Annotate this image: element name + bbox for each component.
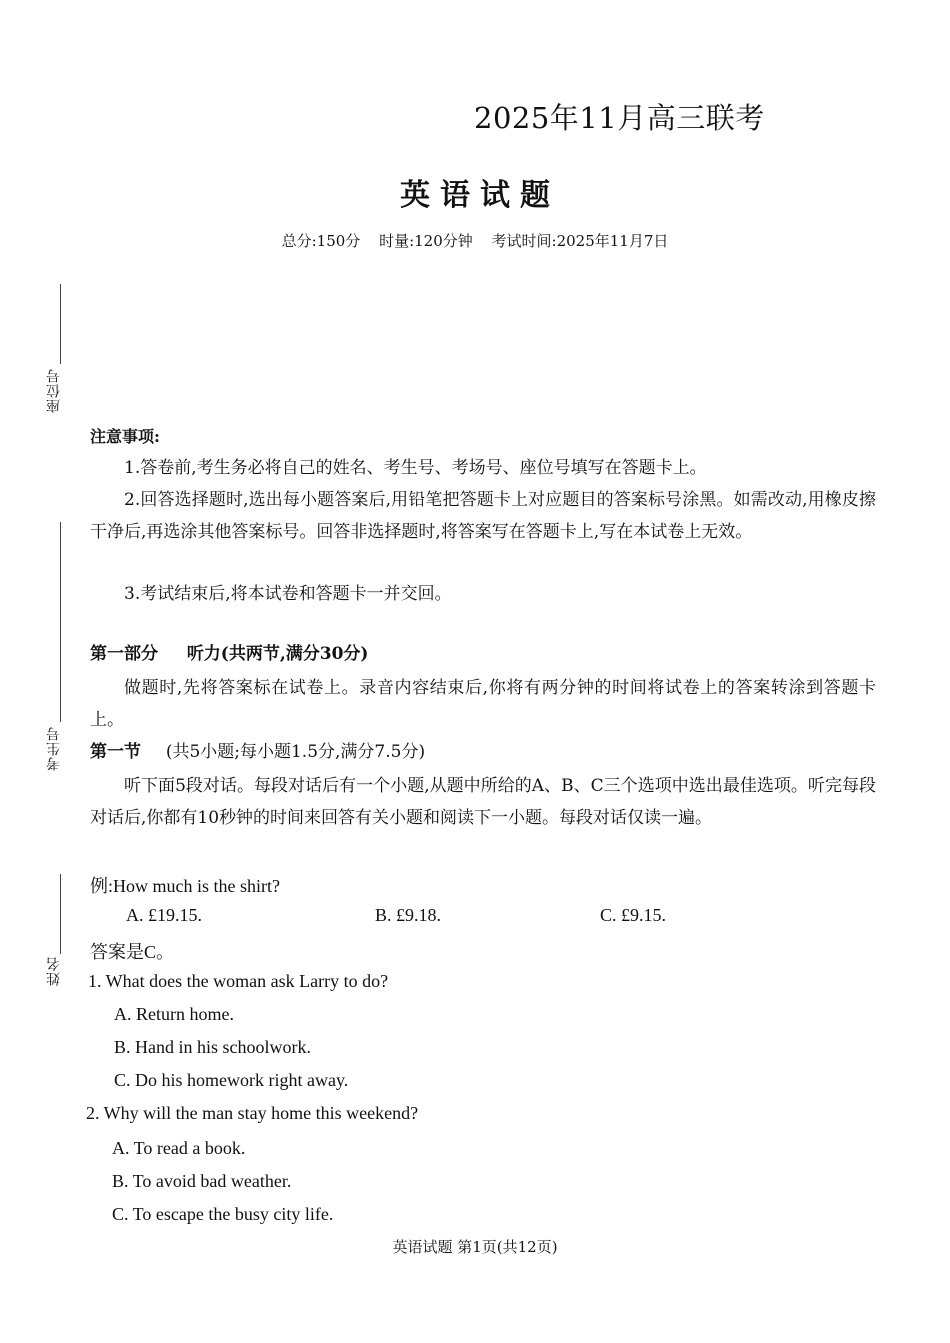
exam-title: 2025年11月高三联考 — [474, 101, 765, 135]
notice-heading: 注意事项: — [90, 427, 160, 446]
part1-title: 第一部分 — [90, 644, 158, 664]
part1-title-rest: 听力(共两节,满分30分) — [186, 644, 369, 664]
name-line — [60, 874, 61, 954]
part1-heading — [90, 638, 876, 670]
notice-item-1: 1.答卷前,考生务必将自己的姓名、考生号、考场号、座位号填写在答题卡上。 — [124, 458, 707, 478]
question-2-stem: 2. Why will the man stay home this weekend? — [86, 1103, 419, 1123]
question-1-option-b: B. Hand in his schoolwork. — [114, 1037, 311, 1057]
example-answer: 答案是C。 — [90, 942, 175, 962]
example-label: 例: — [90, 876, 114, 896]
section1-heading — [90, 736, 876, 768]
total-score: 总分:150分 — [281, 232, 361, 250]
name-label: 姓名 — [46, 956, 62, 986]
example-option-c: C. £9.15. — [600, 905, 667, 925]
question-2-option-b: B. To avoid bad weather. — [112, 1171, 292, 1191]
subject-title: 英语试题 — [400, 178, 560, 213]
question-1-option-c: C. Do his homework right away. — [114, 1070, 349, 1090]
exam-date: 考试时间:2025年11月7日 — [491, 232, 669, 250]
question-1-stem: 1. What does the woman ask Larry to do? — [88, 971, 389, 991]
question-2-option-a: A. To read a book. — [112, 1138, 246, 1158]
notice-item-2: 2.回答选择题时,选出每小题答案后,用铅笔把答题卡上对应题目的答案标号涂黑。如需改动,用橡皮擦干净后,再选涂其他答案标号。回答非选择题时,将答案写在答题卡上,写在本试卷上无效。 — [90, 490, 876, 542]
example-question — [90, 872, 280, 898]
example-option-a: A. £19.15. — [126, 905, 202, 925]
page-footer: 英语试题 第1页(共12页) — [392, 1238, 558, 1256]
section1-rest: (共5小题;每小题1.5分,满分7.5分) — [165, 742, 426, 762]
section1-title: 第一节 — [90, 742, 141, 762]
seat-line — [60, 284, 61, 364]
seat-label: 座位号 — [46, 368, 62, 413]
candidate-label: 考生号 — [46, 726, 62, 771]
question-1-option-a: A. Return home. — [114, 1004, 234, 1024]
candidate-line — [60, 522, 61, 722]
notice-item-3: 3.考试结束后,将本试卷和答题卡一并交回。 — [124, 584, 452, 604]
duration: 时量:120分钟 — [379, 232, 473, 250]
part1-intro: 做题时,先将答案标在试卷上。录音内容结束后,你将有两分钟的时间将试卷上的答案转涂到答题卡上。 — [90, 678, 876, 730]
question-2-option-c: C. To escape the busy city life. — [112, 1204, 334, 1224]
section1-intro: 听下面5段对话。每段对话后有一个小题,从题中所给的A、B、C三个选项中选出最佳选项。听完每段对话后,你都有10秒钟的时间来回答有关小题和阅读下一小题。每段对话仅读一遍。 — [90, 776, 876, 828]
example-option-b: B. £9.18. — [375, 905, 442, 925]
exam-meta — [0, 230, 950, 251]
example-question-text: How much is the shirt? — [113, 876, 280, 896]
